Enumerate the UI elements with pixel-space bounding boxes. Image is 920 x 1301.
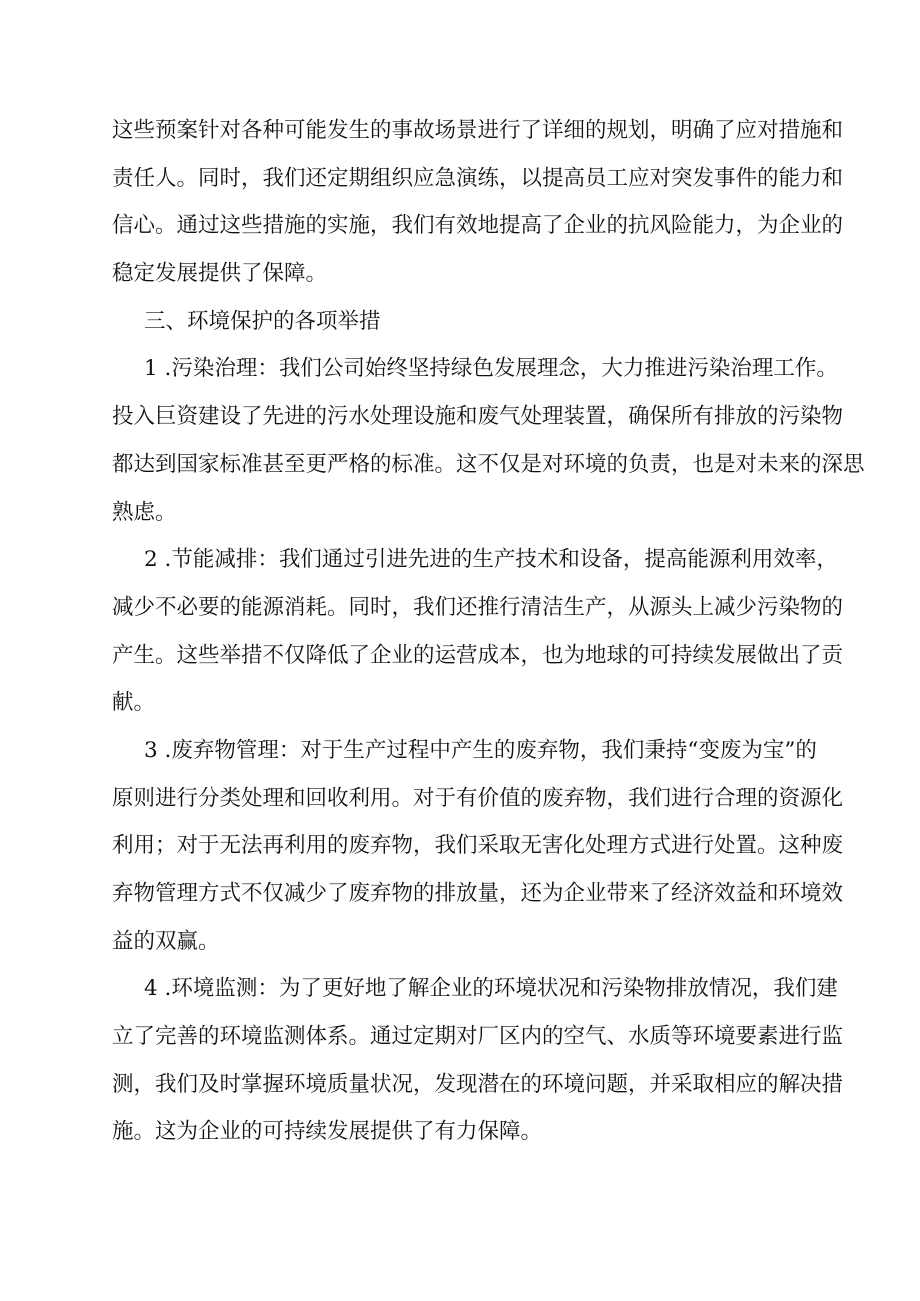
text-line: 测，我们及时掌握环境质量状况，发现潜在的环境问题，并采取相应的解决措	[112, 1071, 844, 1097]
paragraph-pollution-control	[112, 345, 865, 536]
text-line: 施。这为企业的可持续发展提供了有力保障。	[112, 1119, 543, 1145]
text-line: 信心。通过这些措施的实施，我们有效地提高了企业的抗风险能力，为企业的	[112, 213, 844, 239]
text-line: 熟虑。	[112, 499, 177, 525]
text-line: 2 .节能减排：我们通过引进先进的生产技术和设备，提高能源利用效率，	[144, 547, 838, 573]
text-line: 4 .环境监测：为了更好地了解企业的环境状况和污染物排放情况，我们建	[144, 976, 838, 1002]
text-line: 原则进行分类处理和回收利用。对于有价值的废弃物，我们进行合理的资源化	[112, 785, 844, 811]
text-line: 立了完善的环境监测体系。通过定期对厂区内的空气、水质等环境要素进行监	[112, 1024, 844, 1050]
paragraph-waste-management	[112, 727, 844, 965]
paragraph-energy-saving	[112, 536, 844, 727]
document-page	[112, 107, 865, 1156]
text-line: 献。	[112, 690, 156, 716]
text-line: 这些预案针对各种可能发生的事故场景进行了详细的规划，明确了应对措施和	[112, 118, 844, 143]
text-line: 利用；对于无法再利用的废弃物，我们采取无害化处理方式进行处置。这种废	[112, 833, 844, 859]
paragraph-environmental-monitoring	[112, 965, 844, 1156]
text-line: 产生。这些举措不仅降低了企业的运营成本，也为地球的可持续发展做出了贡	[112, 642, 844, 668]
text-line: 责任人。同时，我们还定期组织应急演练，以提高员工应对突发事件的能力和	[112, 165, 844, 191]
text-line: 投入巨资建设了先进的污水处理设施和废气处理装置，确保所有排放的污染物	[112, 404, 844, 430]
section-heading: 三、环境保护的各项举措	[144, 308, 381, 334]
text-line: 稳定发展提供了保障。	[112, 261, 328, 287]
text-line: 3 .废弃物管理：对于生产过程中产生的废弃物，我们秉持“变废为宝”的	[144, 737, 817, 763]
intro-paragraph	[112, 107, 844, 298]
text-line: 益的双赢。	[112, 928, 220, 954]
text-line: 都达到国家标准甚至更严格的标准。这不仅是对环境的负责，也是对未来的深思	[112, 451, 865, 477]
text-line: 减少不必要的能源消耗。同时，我们还推行清洁生产，从源头上减少污染物的	[112, 594, 844, 620]
text-line: 1 .污染治理：我们公司始终坚持绿色发展理念，大力推进污染治理工作。	[144, 356, 838, 382]
text-line: 弃物管理方式不仅减少了废弃物的排放量，还为企业带来了经济效益和环境效	[112, 881, 844, 906]
